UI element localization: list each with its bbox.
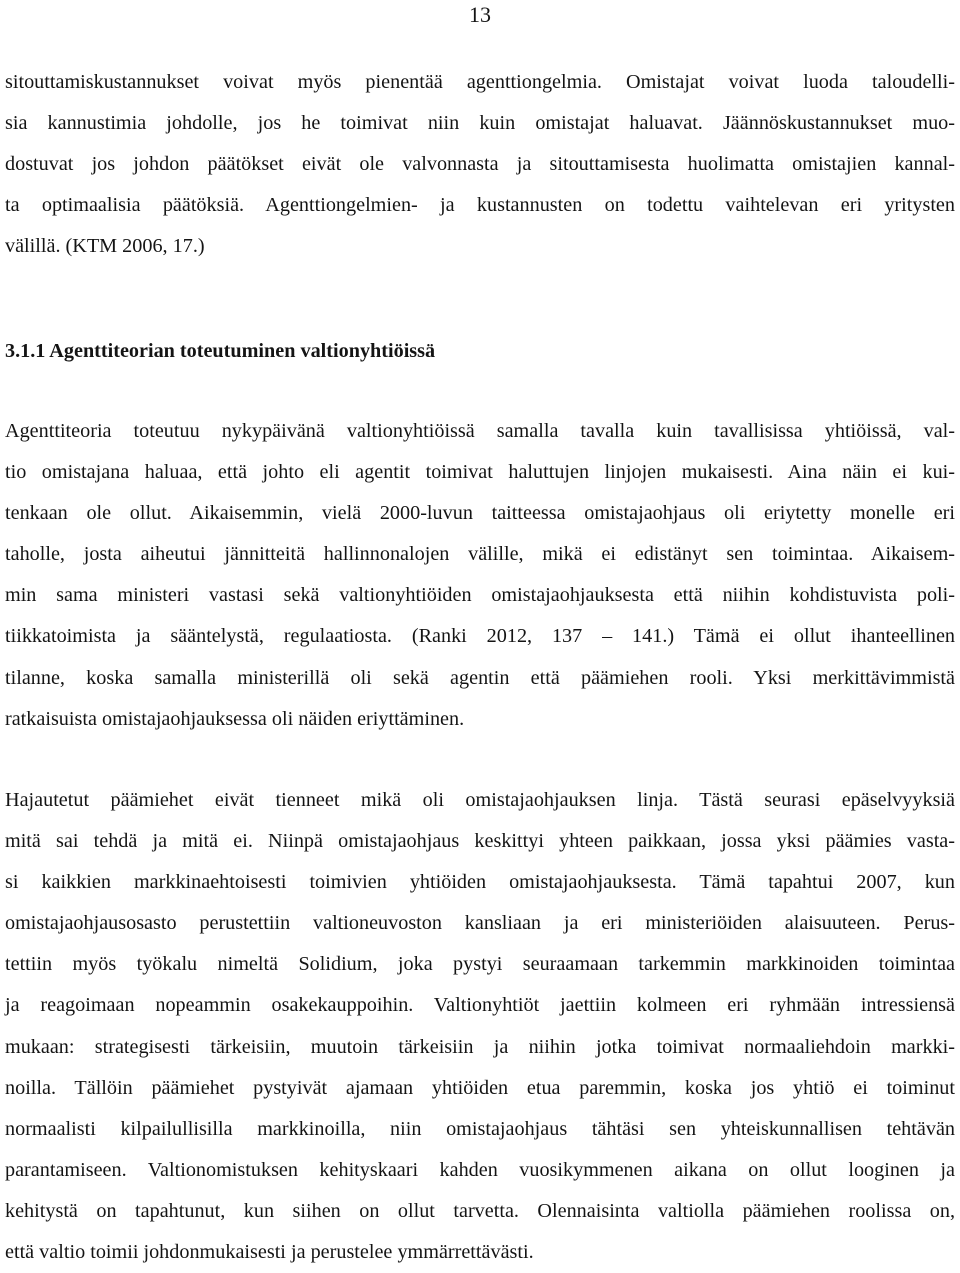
- paragraph-3: [5, 780, 955, 1273]
- paragraph-line: mitä sai tehdä ja mitä ei. Niinpä omistajaohjaus keskittyi yhteen paikkaan, jossa yksi päämies vasta-: [5, 830, 955, 853]
- paragraph-line: mukaan: strategisesti tärkeisiin, muutoin tärkeisiin ja niihin jotka toimivat normaaliehdoin markki-: [5, 1035, 955, 1058]
- paragraph-line: tio omistajana haluaa, että johto eli agentit toimivat haluttujen linjojen mukaisesti. Aina näin ei kui-: [5, 461, 955, 484]
- paragraph-line: parantamiseen. Valtionomistuksen kehityskaari kahden vuosikymmenen aikana on ollut looginen ja: [5, 1158, 955, 1181]
- paragraph-line: välillä. (KTM 2006, 17.): [5, 235, 205, 258]
- paragraph-line: min sama ministeri vastasi sekä valtionyhtiöiden omistajaohjauksesta että niihin kohdistuvista poli-: [5, 584, 955, 607]
- paragraph-line: kehitystä on tapahtunut, kun siihen on ollut tarvetta. Olennaisinta valtiolla päämiehen roolissa on,: [5, 1199, 955, 1222]
- paragraph-line: dostuvat jos johdon päätökset eivät ole valvonnasta ja sitouttamisesta huolimatta omistajien kannal-: [5, 153, 955, 176]
- paragraph-line: si kaikkien markkinaehtoisesti toimivien yhtiöiden omistajaohjauksesta. Tämä tapahtui 2007, kun: [5, 871, 955, 894]
- page-number: 13: [469, 2, 491, 27]
- paragraph-line: tettiin myös työkalu nimeltä Solidium, joka pystyi seuraamaan tarkemmin markkinoiden toimintaa: [5, 953, 955, 976]
- paragraph-line: taholle, josta aiheutui jännitteitä hallinnonalojen välille, mikä ei edistänyt sen toimintaa. Aikaisem-: [5, 543, 955, 566]
- paragraph-line: Agenttiteoria toteutuu nykypäivänä valtionyhtiöissä samalla tavalla kuin tavallisissa yhtiöissä, val-: [5, 420, 955, 442]
- paragraph-line: Hajautetut päämiehet eivät tienneet mikä oli omistajaohjauksen linja. Tästä seurasi epäselvyyksiä: [5, 789, 955, 811]
- section-heading: 3.1.1 Agenttiteorian toteutuminen valtionyhtiöissä: [5, 340, 436, 362]
- paragraph-line: ja reagoimaan nopeammin osakekauppoihin. Valtionyhtiöt jaettiin kolmeen eri ryhmään intressiensä: [5, 994, 955, 1017]
- paragraph-line: ratkaisuista omistajaohjauksessa oli näiden eriyttäminen.: [5, 707, 465, 730]
- paragraph-line: normaalisti kilpailullisilla markkinoilla, niin omistajaohjaus tähtäsi sen yhteiskunnallisen tehtävän: [5, 1117, 955, 1140]
- paragraph-line: tiikkatoimista ja sääntelystä, regulaatiosta. (Ranki 2012, 137 – 141.) Tämä ei ollut ihanteellinen: [5, 625, 955, 648]
- paragraph-line: tilanne, koska samalla ministerillä oli sekä agentin että päämiehen rooli. Yksi merkittävimmistä: [5, 666, 955, 689]
- paragraph-line: sia kannustimia johdolle, jos he toimivat niin kuin omistajat haluavat. Jäännöskustannukset muo-: [5, 112, 955, 135]
- paragraph-1: [5, 62, 955, 267]
- paragraph-line: ta optimaalisia päätöksiä. Agenttiongelmien- ja kustannusten on todettu vaihtelevan eri yritysten: [5, 194, 955, 217]
- paragraph-line: noilla. Tällöin päämiehet pystyivät ajamaan yhtiöiden etua paremmin, koska jos yhtiö ei toiminut: [5, 1076, 955, 1099]
- paragraph-line: omistajaohjausosasto perustettiin valtioneuvoston kansliaan ja eri ministeriöiden alaisuuteen. Perus-: [5, 912, 955, 935]
- paragraph-2: [5, 411, 955, 740]
- paragraph-line: sitouttamiskustannukset voivat myös pienentää agenttiongelmia. Omistajat voivat luoda taloudelli-: [5, 71, 955, 93]
- paragraph-line: tenkaan ole ollut. Aikaisemmin, vielä 2000-luvun taitteessa omistajaohjaus oli eriytetty monelle eri: [5, 502, 955, 525]
- paragraph-line: että valtio toimii johdonmukaisesti ja perustelee ymmärrettävästi.: [5, 1241, 534, 1264]
